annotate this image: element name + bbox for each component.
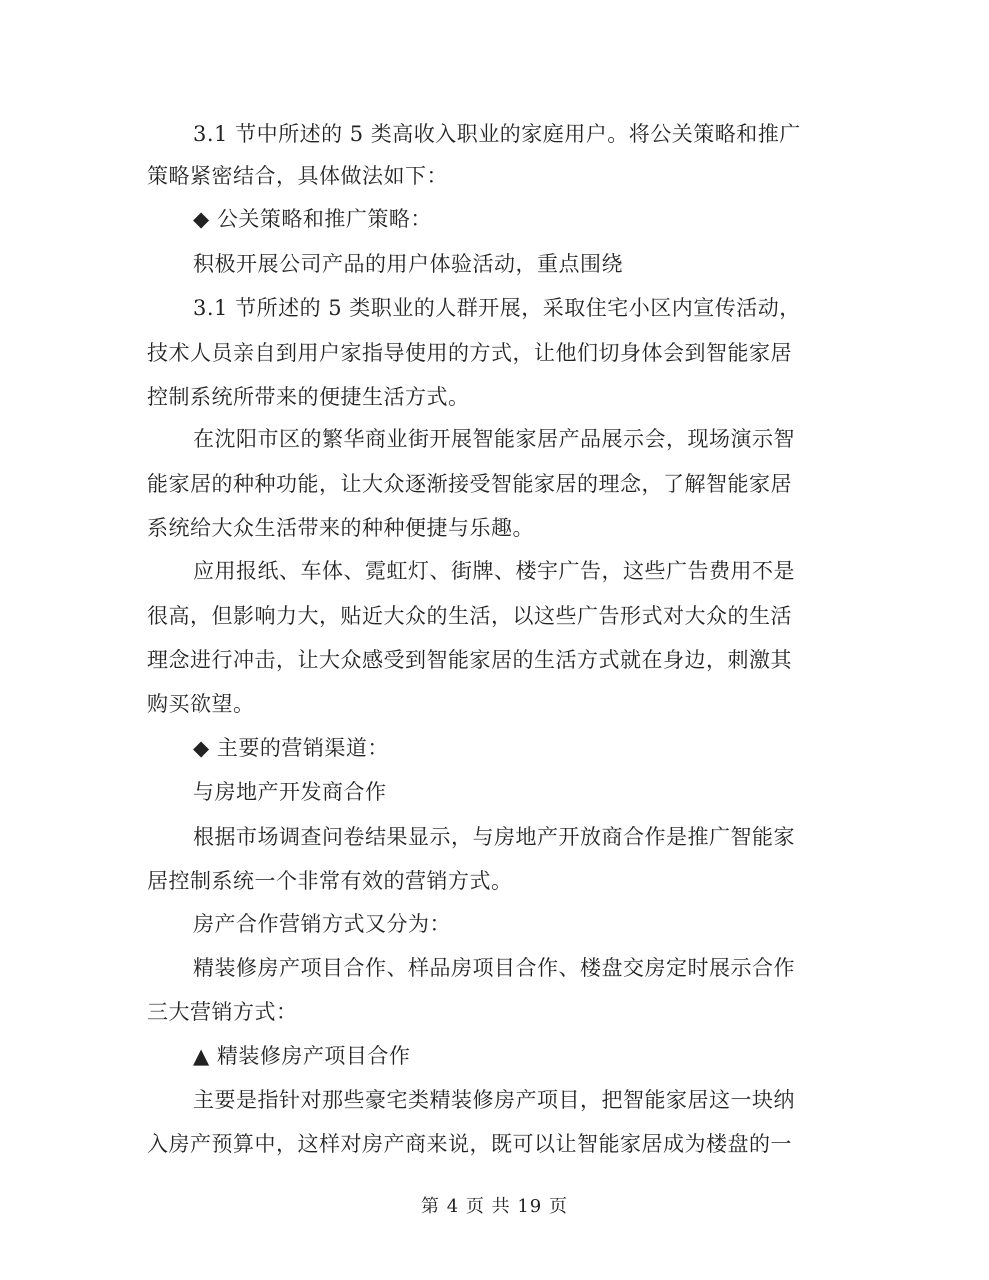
- text-line: 技术人员亲自到用户家指导使用的方式，让他们切身体会到智能家居: [147, 341, 792, 365]
- text-line: 3.1 节所述的 5 类职业的人群开展，采取住宅小区内宣传活动，: [193, 296, 801, 320]
- text-line: 房产合作营销方式又分为：: [193, 912, 451, 936]
- text-line: 入房产预算中，这样对房产商来说，既可以让智能家居成为楼盘的一: [147, 1132, 792, 1156]
- text-line: 与房地产开发商合作: [193, 780, 387, 804]
- bullet-heading: ◆ 主要的营销渠道：: [193, 736, 389, 760]
- text-line: 控制系统所带来的便捷生活方式。: [147, 385, 470, 409]
- text-line: 三大营销方式：: [147, 1000, 298, 1024]
- text-line: 在沈阳市区的繁华商业街开展智能家居产品展示会，现场演示智: [193, 427, 795, 451]
- text-line: 积极开展公司产品的用户体验活动，重点围绕: [193, 252, 623, 276]
- text-line: 很高，但影响力大，贴近大众的生活，以这些广告形式对大众的生活: [147, 604, 792, 628]
- text-line: 精装修房产项目合作、样品房项目合作、楼盘交房定时展示合作: [193, 956, 795, 980]
- bullet-heading: ▲ 精装修房产项目合作: [193, 1044, 411, 1068]
- text-line: 策略紧密结合，具体做法如下：: [147, 164, 448, 188]
- text-line: 购买欲望。: [147, 692, 255, 716]
- text-line: 根据市场调查问卷结果显示，与房地产开放商合作是推广智能家: [193, 825, 795, 849]
- bullet-heading: ◆ 公关策略和推广策略：: [193, 207, 432, 231]
- page-footer: 第 4 页 共 19 页: [421, 1196, 568, 1217]
- text-line: 居控制系统一个非常有效的营销方式。: [147, 869, 513, 893]
- text-line: 系统给大众生活带来的种种便捷与乐趣。: [147, 516, 534, 540]
- text-line: 主要是指针对那些豪宅类精装修房产项目，把智能家居这一块纳: [193, 1088, 795, 1112]
- text-line: 应用报纸、车体、霓虹灯、街牌、楼宇广告，这些广告费用不是: [193, 559, 795, 583]
- text-line: 3.1 节中所述的 5 类高收入职业的家庭用户。将公关策略和推广: [193, 122, 801, 146]
- text-line: 理念进行冲击，让大众感受到智能家居的生活方式就在身边，刺激其: [147, 648, 792, 672]
- text-line: 能家居的种种功能，让大众逐渐接受智能家居的理念，了解智能家居: [147, 472, 792, 496]
